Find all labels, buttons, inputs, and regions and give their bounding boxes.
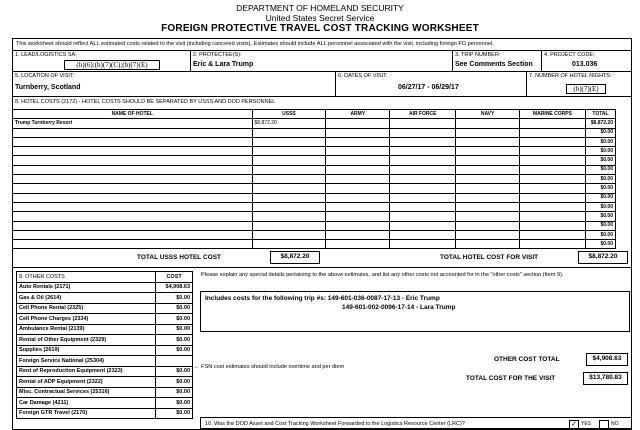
hotel-cell[interactable] <box>252 165 326 174</box>
hotel-cell[interactable] <box>252 193 326 202</box>
hotel-cell[interactable] <box>326 221 390 230</box>
hotel-row <box>13 156 616 165</box>
hotel-cell[interactable] <box>520 193 586 202</box>
hotel-cell[interactable]: $0.00 <box>585 240 615 249</box>
hotel-cell[interactable] <box>326 147 390 156</box>
hotel-cell[interactable] <box>390 230 456 239</box>
hotel-cell[interactable] <box>326 175 390 184</box>
lead-label: 1. LEAD/LOGISTICS SA: <box>15 52 77 58</box>
worksheet-title: FOREIGN PROTECTIVE TRAVEL COST TRACKING WORKSHEET <box>161 23 479 34</box>
hotel-row <box>13 240 616 249</box>
other-cost-row <box>17 324 193 335</box>
other-cost-total-value: $4,908.63 <box>586 353 628 366</box>
total-hotel-visit-label: TOTAL HOTEL COST FOR VISIT <box>440 254 539 261</box>
other-cost-row <box>17 335 193 346</box>
other-cost-value[interactable]: $0.00 <box>156 387 193 398</box>
hotel-cell[interactable] <box>456 221 520 230</box>
hotel-cell[interactable] <box>520 202 586 211</box>
no-label: NO <box>611 421 619 427</box>
nights-field[interactable] <box>566 84 606 94</box>
hotel-cell[interactable] <box>456 156 520 165</box>
other-cost-value[interactable]: $0.00 <box>156 345 193 356</box>
protectees-label: 2. PROTECTEE(S): <box>193 52 242 58</box>
hotel-cell[interactable] <box>252 240 326 249</box>
nights-value: (b)(7)(E) <box>573 85 599 93</box>
hotel-row <box>13 193 616 202</box>
hotel-cell[interactable] <box>326 202 390 211</box>
hotel-cell[interactable] <box>13 175 253 184</box>
hotel-cell[interactable] <box>456 175 520 184</box>
hotel-cell[interactable] <box>252 175 326 184</box>
hotel-cell[interactable]: $8,872.20 <box>252 119 326 128</box>
other-section-label: 9. OTHER COSTS <box>17 272 156 283</box>
other-cost-value[interactable]: $0.00 <box>156 314 193 325</box>
col-usss: USSS <box>252 110 326 119</box>
comment-line-1: Includes costs for the following trip #s: 149-601-036-0087-17-13 - Eric Trump <box>205 295 440 302</box>
other-cost-label: Misc. Contractual Services (25316) <box>17 387 156 398</box>
hotel-cell[interactable]: Trump Turnberry Resort <box>13 119 253 128</box>
hotel-cell[interactable] <box>252 202 326 211</box>
hotel-section-label: 8. HOTEL COSTS (2172) - HOTEL COSTS SHOULD BE SEPARATED BY USSS AND DOD PERSONNEL <box>15 99 276 105</box>
hotel-cell[interactable]: $0.00 <box>585 165 615 174</box>
fsn-note: ← FSN cost estimates should include overtime and per diem <box>194 364 345 370</box>
hotel-cell[interactable] <box>326 119 390 128</box>
hotel-cell[interactable]: $0.00 <box>585 147 615 156</box>
hotel-cell[interactable]: $0.00 <box>585 128 615 137</box>
question-10-row <box>200 417 632 429</box>
other-cost-label: Auto Rentals (2171) <box>17 282 156 293</box>
col-marine-corps: MARINE CORPS <box>520 110 586 119</box>
yes-checkbox[interactable]: ✓ <box>569 420 579 430</box>
hotel-cell[interactable] <box>252 137 326 146</box>
other-cost-row <box>17 408 193 419</box>
hotel-cell[interactable] <box>326 165 390 174</box>
hotel-cell[interactable] <box>390 184 456 193</box>
hotel-cell[interactable] <box>456 137 520 146</box>
hotel-row <box>13 128 616 137</box>
other-cost-label: Car Damage (4211) <box>17 398 156 409</box>
hotel-cell[interactable] <box>390 193 456 202</box>
hotel-cell[interactable] <box>390 119 456 128</box>
hotel-cell[interactable]: $8,872.20 <box>585 119 615 128</box>
other-cost-row <box>17 345 193 356</box>
hotel-cell[interactable]: $0.00 <box>585 184 615 193</box>
hotel-cell[interactable] <box>456 212 520 221</box>
other-cost-value[interactable] <box>156 356 193 367</box>
other-cost-total-label: OTHER COST TOTAL <box>494 356 560 363</box>
hotel-cell[interactable] <box>520 184 586 193</box>
trip-label: 3. TRIP NUMBER: <box>455 52 501 58</box>
hotel-cell[interactable]: $0.00 <box>585 221 615 230</box>
hotel-cell[interactable] <box>326 240 390 249</box>
other-cost-row <box>17 377 193 388</box>
other-cost-label: Supplies (2619) <box>17 345 156 356</box>
hotel-cell[interactable] <box>456 128 520 137</box>
other-cost-row <box>17 314 193 325</box>
hotel-cell[interactable] <box>326 184 390 193</box>
hotel-cell[interactable] <box>520 175 586 184</box>
hotel-cell[interactable]: $0.00 <box>585 202 615 211</box>
lead-field[interactable] <box>64 60 160 70</box>
hotel-cell[interactable] <box>326 230 390 239</box>
lead-value: (b)(6);(b)(7)(C);(b)(7)(E) <box>76 61 148 69</box>
hotel-cell[interactable] <box>13 193 253 202</box>
hotel-cell[interactable] <box>520 119 586 128</box>
hotel-cell[interactable] <box>13 165 253 174</box>
hotel-cell[interactable] <box>390 137 456 146</box>
hotel-cell[interactable] <box>520 156 586 165</box>
hotel-cell[interactable] <box>13 156 253 165</box>
hotel-cell[interactable] <box>390 221 456 230</box>
hotel-cell[interactable] <box>456 202 520 211</box>
hotel-cell[interactable] <box>13 240 253 249</box>
location-label: 5. LOCATION OF VISIT: <box>15 73 75 79</box>
hotel-row <box>13 137 616 146</box>
hotel-cell[interactable] <box>390 147 456 156</box>
total-hotel-visit-value: $8,872.20 <box>578 251 628 264</box>
dates-value[interactable]: 06/27/17 - 06/29/17 <box>398 84 459 91</box>
project-value[interactable]: 013.036 <box>572 61 598 68</box>
comments-box[interactable] <box>200 291 630 332</box>
hotel-cell[interactable] <box>520 147 586 156</box>
hotel-cell[interactable]: $0.00 <box>585 156 615 165</box>
total-visit-cost-label: TOTAL COST FOR THE VISIT <box>466 375 556 382</box>
other-cost-value[interactable]: $0.00 <box>156 335 193 346</box>
other-cost-value[interactable]: $0.00 <box>156 293 193 304</box>
hotel-cell[interactable] <box>252 156 326 165</box>
hotel-row <box>13 119 616 128</box>
service-title: United States Secret Service <box>265 13 375 23</box>
other-cost-value[interactable]: $0.00 <box>156 398 193 409</box>
other-cost-row <box>17 398 193 409</box>
other-cost-value[interactable]: $4,908.63 <box>156 282 193 293</box>
explain-text: Please explain any special details pertaining to the above estimates, and list any other costs not accounted for in the "other costs" section (Item 9). <box>201 272 564 278</box>
hotel-cell[interactable] <box>13 230 253 239</box>
hotel-cell[interactable] <box>456 165 520 174</box>
hotel-cell[interactable] <box>252 230 326 239</box>
hotel-cell[interactable] <box>520 212 586 221</box>
other-cost-value[interactable]: $0.00 <box>156 366 193 377</box>
hotel-cell[interactable]: $0.00 <box>585 230 615 239</box>
hotel-cell[interactable] <box>456 240 520 249</box>
other-cost-label: Foreign GTR Travel (2170) <box>17 408 156 419</box>
hotel-cell[interactable] <box>13 184 253 193</box>
hotel-cell[interactable] <box>520 128 586 137</box>
hotel-row <box>13 221 616 230</box>
hotel-cell[interactable] <box>390 175 456 184</box>
department-title: DEPARTMENT OF HOMELAND SECURITY <box>236 3 404 13</box>
hotel-cell[interactable]: $0.00 <box>585 175 615 184</box>
hotel-row <box>13 202 616 211</box>
col-army: ARMY <box>326 110 390 119</box>
col-total: TOTAL <box>585 110 615 119</box>
hotel-row <box>13 230 616 239</box>
total-visit-cost-value: $13,780.83 <box>583 372 628 385</box>
other-cost-row <box>17 282 193 293</box>
hotel-row <box>13 165 616 174</box>
hotel-row <box>13 147 616 156</box>
other-cost-label: Rental of Other Equipment (2329) <box>17 335 156 346</box>
hotel-row <box>13 184 616 193</box>
other-cost-value[interactable]: $0.00 <box>156 377 193 388</box>
hotel-cell[interactable] <box>456 230 520 239</box>
other-cost-value[interactable]: $0.00 <box>156 303 193 314</box>
other-cost-row <box>17 366 193 377</box>
hotel-cell[interactable] <box>390 165 456 174</box>
col-hotel-name: NAME OF HOTEL <box>13 110 253 119</box>
hotel-row <box>13 212 616 221</box>
hotel-cell[interactable] <box>252 147 326 156</box>
hotel-cell[interactable] <box>326 193 390 202</box>
other-cost-row <box>17 387 193 398</box>
col-navy: NAVY <box>456 110 520 119</box>
other-cost-label: Cell Phone Rental (2325) <box>17 303 156 314</box>
hotel-cell[interactable] <box>456 193 520 202</box>
nights-label: 7. NUMBER OF HOTEL NIGHTS: <box>529 73 612 79</box>
hotel-cell[interactable] <box>520 221 586 230</box>
dates-label: 6. DATES OF VISIT: <box>338 73 388 79</box>
hotel-cell[interactable] <box>520 137 586 146</box>
other-cost-label: Ambulance Rental (2139) <box>17 324 156 335</box>
hotel-cell[interactable] <box>13 137 253 146</box>
hotel-cell[interactable]: $0.00 <box>585 137 615 146</box>
hotel-cell[interactable] <box>390 128 456 137</box>
project-label: 4. PROJECT CODE: <box>544 52 595 58</box>
other-cost-label: Gas & Oil (2614) <box>17 293 156 304</box>
trip-value[interactable]: See Comments Section <box>455 61 533 68</box>
hotel-cell[interactable] <box>390 202 456 211</box>
question-10-text: 10. Was the DOD Asset and Cost Tracking Worksheet Forwarded to the Logistics Resource Center (LRC)? <box>205 421 465 427</box>
hotel-cell[interactable] <box>13 147 253 156</box>
hotel-cell[interactable] <box>326 137 390 146</box>
location-value[interactable]: Turnberry, Scotland <box>15 84 81 91</box>
other-cost-value[interactable]: $0.00 <box>156 408 193 419</box>
other-cost-header: COST <box>156 272 193 283</box>
hotel-cell[interactable] <box>456 119 520 128</box>
hotel-cell[interactable] <box>390 156 456 165</box>
hotel-cell[interactable] <box>520 230 586 239</box>
hotel-cell[interactable] <box>520 240 586 249</box>
total-usss-hotel-value: $8,872.20 <box>270 251 320 264</box>
other-cost-value[interactable]: $0.00 <box>156 324 193 335</box>
hotel-cell[interactable] <box>13 212 253 221</box>
hotel-cell[interactable] <box>520 165 586 174</box>
hotel-cell[interactable] <box>252 212 326 221</box>
hotel-cell[interactable]: $0.00 <box>585 193 615 202</box>
other-cost-label: Rental of ADP Equipment (2322) <box>17 377 156 388</box>
hotel-cell[interactable] <box>390 212 456 221</box>
instruction-text: This worksheet should reflect ALL estimated costs related to the visit (including canceled visits). Estimates should include ALL personnel associated with the visit, including foreign FO personnel. <box>16 41 494 47</box>
total-usss-hotel-label: TOTAL USSS HOTEL COST <box>137 254 222 261</box>
hotel-cell[interactable]: $0.00 <box>585 212 615 221</box>
hotel-cell[interactable] <box>326 212 390 221</box>
yes-label: YES <box>581 421 592 427</box>
hotel-cell[interactable] <box>13 128 253 137</box>
other-cost-row <box>17 303 193 314</box>
protectees-value[interactable]: Eric & Lara Trump <box>193 61 254 68</box>
hotel-cell[interactable] <box>456 147 520 156</box>
hotel-cell[interactable] <box>252 184 326 193</box>
hotel-cell[interactable] <box>326 128 390 137</box>
other-cost-label: Cell Phone Charges (2334) <box>17 314 156 325</box>
hotel-cell[interactable] <box>326 156 390 165</box>
hotel-cell[interactable] <box>456 184 520 193</box>
hotel-row <box>13 175 616 184</box>
other-cost-label: Rent of Reproduction Equipment (2323) <box>17 366 156 377</box>
hotel-cell[interactable] <box>252 128 326 137</box>
no-checkbox[interactable] <box>599 420 609 430</box>
other-cost-row <box>17 293 193 304</box>
other-cost-row <box>17 356 193 367</box>
hotel-cell[interactable] <box>252 221 326 230</box>
other-costs-table <box>16 271 193 419</box>
other-cost-label: Foreign Service National (25304) <box>17 356 156 367</box>
hotel-cell[interactable] <box>13 221 253 230</box>
comment-line-2: 149-601-002-0096-17-14 - Lara Trump <box>342 304 456 311</box>
hotel-cell[interactable] <box>390 240 456 249</box>
hotel-cell[interactable] <box>13 202 253 211</box>
col-air-force: AIR FORCE <box>390 110 456 119</box>
hotel-table <box>12 109 616 249</box>
